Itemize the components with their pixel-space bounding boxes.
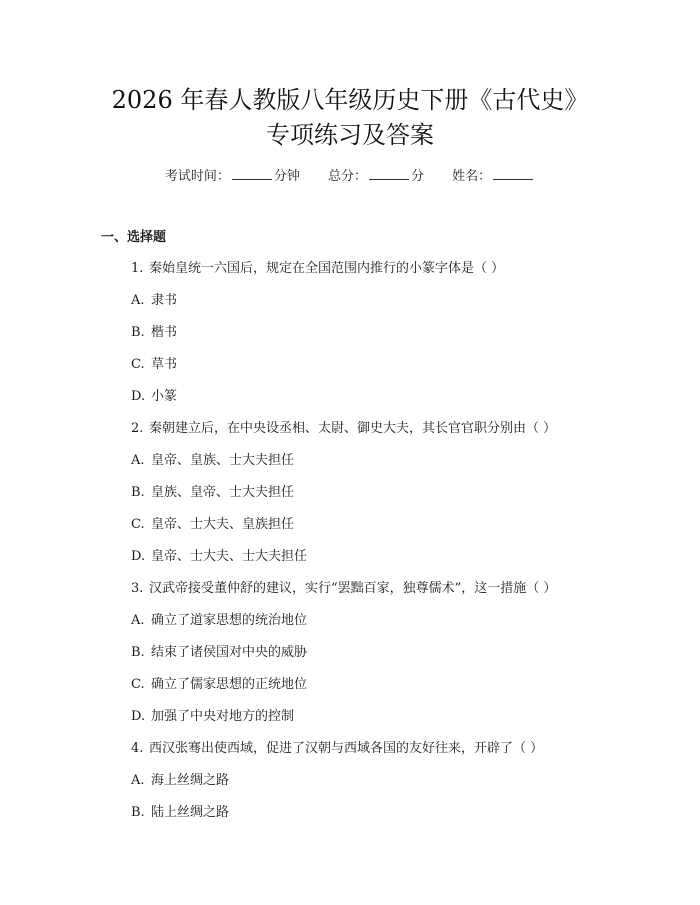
question-1-option-c (131, 355, 177, 375)
question-4-option-a (131, 771, 229, 791)
option-letter: D. (131, 389, 146, 404)
option-text: 确立了儒家思想的正统地位 (151, 677, 308, 692)
option-text: 隶书 (151, 293, 178, 308)
option-text: 皇帝、士大夫、士大夫担任 (151, 549, 308, 564)
question-2-option-c (131, 515, 294, 535)
option-letter: A. (131, 613, 145, 628)
total-score-unit: 分 (411, 169, 425, 184)
option-letter: C. (131, 517, 145, 532)
option-letter: D. (131, 549, 146, 564)
option-text: 陆上丝绸之路 (151, 805, 230, 820)
question-3-option-c (131, 675, 307, 695)
document-title-line1: 2026 年春人教版八年级历史下册《古代史》 (111, 86, 589, 114)
option-letter: D. (131, 709, 146, 724)
question-text: 秦朝建立后，在中央设丞相、太尉、御史大夫，其长官官职分别由（ ） (149, 421, 557, 436)
student-name-label: 姓名： (452, 169, 492, 184)
question-text: 西汉张骞出使西域，促进了汉朝与西域各国的友好往来，开辟了（ ） (149, 741, 544, 756)
option-letter: A. (131, 453, 145, 468)
total-score-blank (369, 166, 409, 180)
question-1-option-d (131, 387, 177, 407)
option-letter: B. (131, 325, 145, 340)
question-3-option-b (131, 643, 307, 663)
exam-time-label: 考试时间： (164, 169, 230, 184)
option-text: 皇帝、皇族、士大夫担任 (151, 453, 295, 468)
question-2 (131, 419, 556, 439)
question-number: 3. (131, 581, 144, 596)
option-letter: B. (131, 645, 145, 660)
question-1-option-a (131, 291, 177, 311)
option-letter: B. (131, 805, 145, 820)
question-1-option-b (131, 323, 177, 343)
option-text: 结束了诸侯国对中央的威胁 (151, 645, 308, 660)
question-number: 1. (131, 261, 144, 276)
exam-meta-row (0, 166, 700, 187)
option-text: 楷书 (151, 325, 178, 340)
option-letter: C. (131, 677, 145, 692)
question-text: 汉武帝接受董仲舒的建议，实行“罢黜百家，独尊儒术”，这一措施（ ） (149, 581, 557, 596)
option-letter: C. (131, 357, 145, 372)
option-letter: A. (131, 293, 145, 308)
question-number: 2. (131, 421, 144, 436)
exam-time-unit: 分钟 (273, 169, 300, 184)
option-letter: B. (131, 485, 145, 500)
document-title-line2: 专项练习及答案 (266, 121, 434, 149)
exam-time-blank (232, 166, 272, 180)
total-score-field (328, 169, 428, 184)
option-text: 小篆 (151, 389, 178, 404)
option-text: 皇帝、士大夫、皇族担任 (151, 517, 295, 532)
option-letter: A. (131, 773, 145, 788)
option-text: 草书 (151, 357, 178, 372)
question-number: 4. (131, 741, 144, 756)
total-score-label: 总分： (327, 169, 367, 184)
question-3-option-a (131, 611, 307, 631)
question-3 (131, 579, 556, 599)
option-text: 确立了道家思想的统治地位 (151, 613, 308, 628)
option-text: 海上丝绸之路 (151, 773, 230, 788)
question-4 (131, 739, 543, 759)
section-title: 一、选择题 (101, 230, 167, 245)
question-2-option-b (131, 483, 294, 503)
student-name-blank (493, 166, 533, 180)
question-3-option-d (131, 707, 294, 727)
question-2-option-a (131, 451, 294, 471)
option-text: 加强了中央对地方的控制 (151, 709, 295, 724)
option-text: 皇族、皇帝、士大夫担任 (151, 485, 295, 500)
question-text: 秦始皇统一六国后，规定在全国范围内推行的小篆字体是（ ） (149, 261, 505, 276)
question-2-option-d (131, 547, 307, 567)
student-name-field (452, 169, 535, 184)
question-4-option-b (131, 803, 229, 823)
exam-time-field (165, 169, 304, 184)
question-1 (131, 259, 504, 279)
